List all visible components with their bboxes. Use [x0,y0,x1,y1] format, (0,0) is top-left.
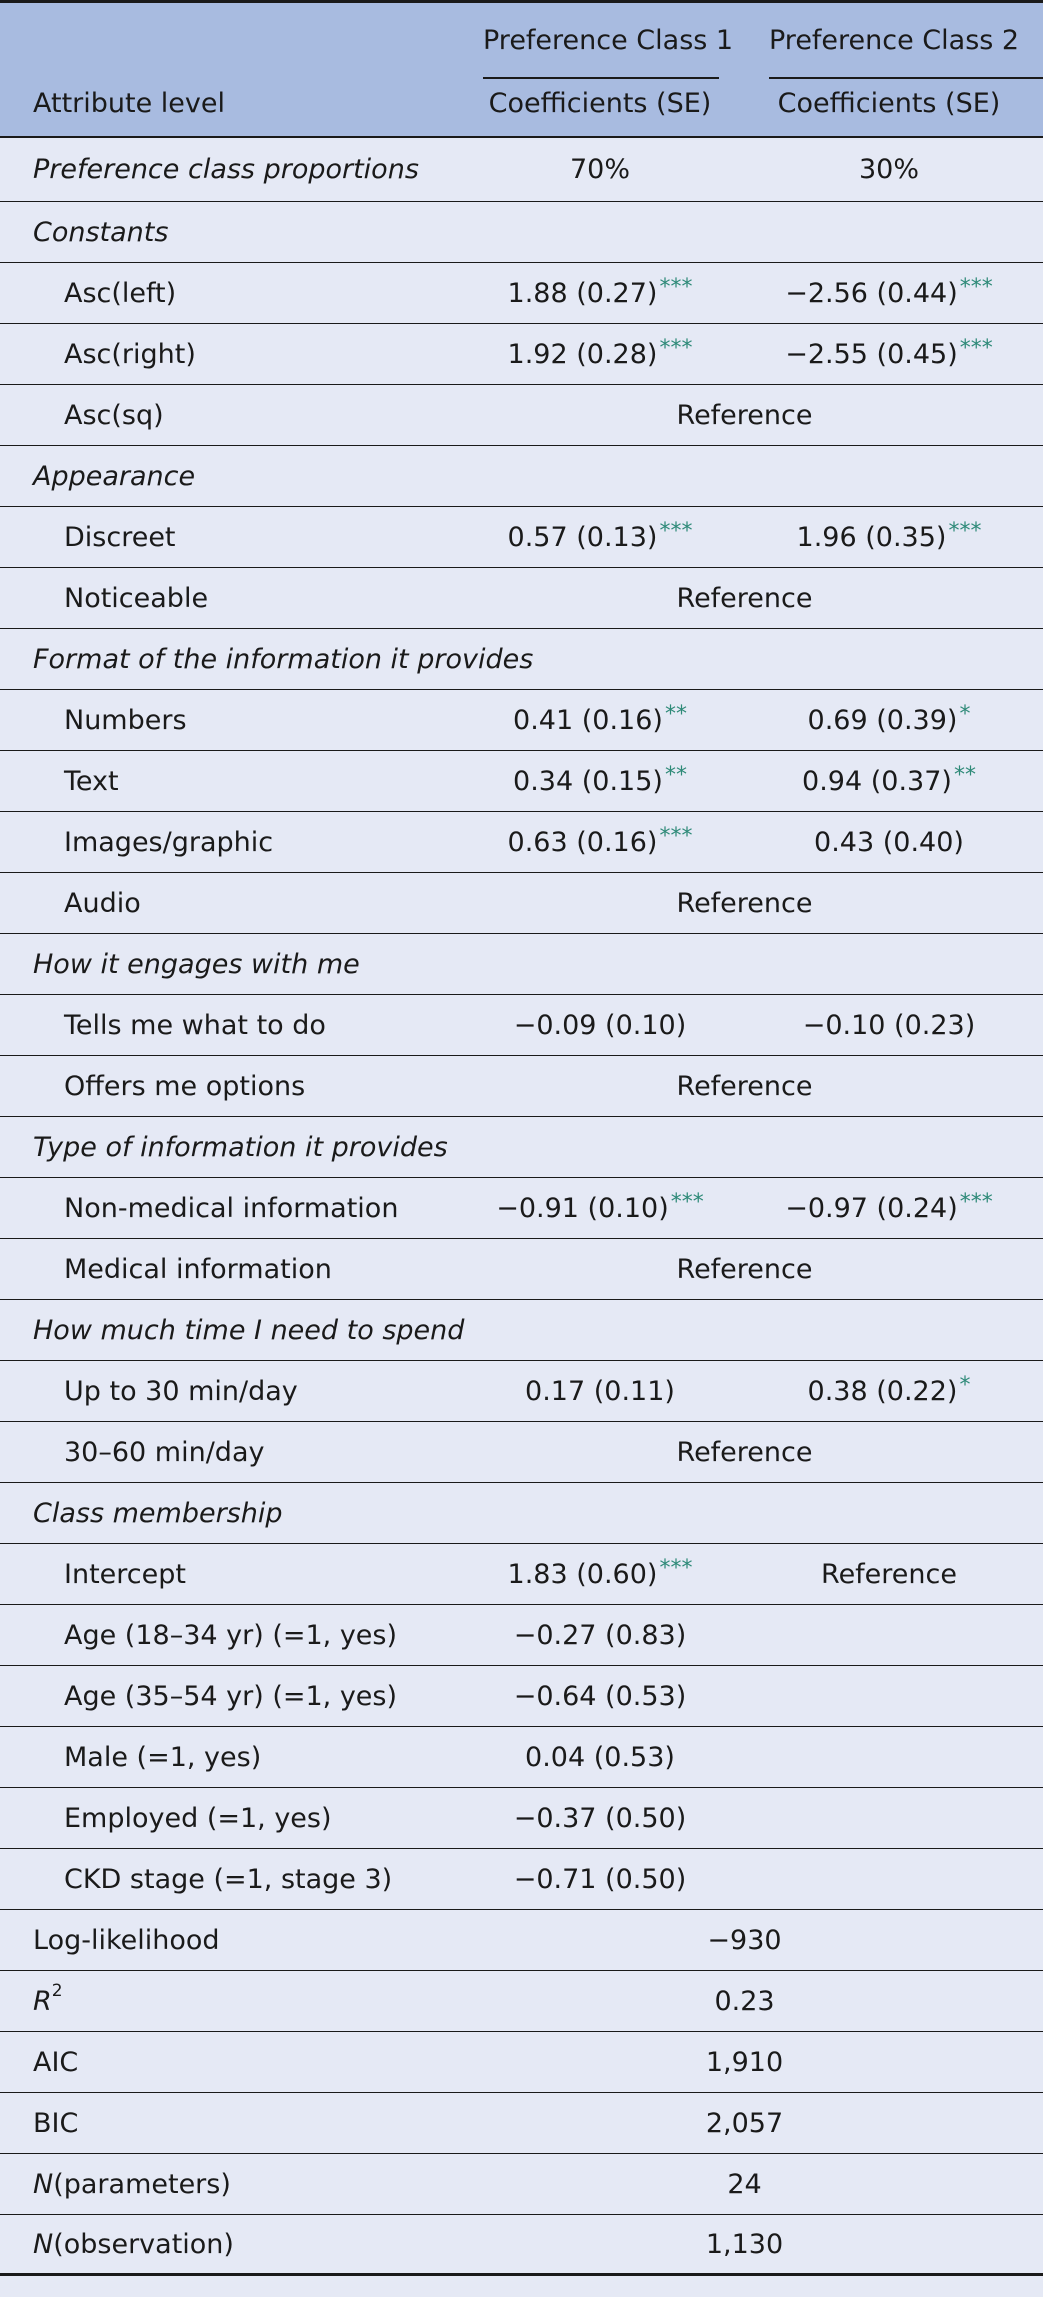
significance-stars: *** [659,274,693,300]
table-row [0,1056,1043,1117]
class1-title: Preference Class 1 [483,25,734,56]
significance-stars: *** [948,518,982,544]
class2-value: −0.10 (0.23) [802,1009,976,1041]
class2-cell [729,324,1043,384]
class1-value: 0.34 (0.15) [513,765,663,797]
class1-value: −0.91 (0.10) [496,1192,669,1224]
class1-value: 70% [569,154,630,185]
row-label: Asc(left) [64,277,177,309]
n-symbol: N [33,2168,54,2200]
row-label [33,2215,234,2273]
row-label: Audio [64,887,141,919]
row-label: Age (18–34 yr) (=1, yes) [64,1619,398,1651]
section-row [0,934,1043,995]
stat-value: 24 [727,2168,762,2200]
section-row [0,446,1043,507]
class1-cell [440,1178,760,1238]
row-label: Log-likelihood [33,1924,220,1956]
table-header [0,0,1043,138]
class2-cell [729,690,1043,750]
table-row [0,263,1043,324]
reference-value: Reference [676,887,813,919]
section-label: How it engages with me [33,948,360,980]
class1-value: 0.57 (0.13) [507,521,658,553]
row-label: 30–60 min/day [64,1436,265,1468]
class1-cell [440,1544,760,1604]
significance-stars: ** [664,701,687,727]
class1-value: −0.09 (0.10) [513,1009,687,1041]
table-row [0,1727,1043,1788]
table-row [0,1849,1043,1910]
table-row [0,1422,1043,1483]
section-row [0,1117,1043,1178]
row-label: Employed (=1, yes) [64,1802,332,1834]
section-row [0,1483,1043,1544]
stats-row [0,1910,1043,1971]
significance-stars: *** [959,335,993,361]
class1-value: 0.63 (0.16) [507,826,658,858]
table-row [0,1239,1043,1300]
significance-stars: *** [659,823,693,849]
section-label: Format of the information it provides [33,643,534,675]
class1-coefficients-header: Coefficients (SE) [488,88,712,119]
class2-value: −2.55 (0.45) [785,338,958,370]
row-label: Images/graphic [64,826,274,858]
superscript: 2 [51,1981,63,2001]
table-row [0,1605,1043,1666]
table-row [0,1178,1043,1239]
row-label: Preference class proportions [33,154,419,185]
class2-cell [729,1361,1043,1421]
class2-value: −2.56 (0.44) [785,277,958,309]
class2-value: 0.43 (0.40) [814,826,964,858]
significance-stars: ** [953,762,976,788]
significance-stars: ** [664,762,687,788]
attribute-level-header: Attribute level [33,88,226,119]
class1-value: 1.88 (0.27) [507,277,658,309]
stats-row [0,2032,1043,2093]
row-label: Male (=1, yes) [64,1741,262,1773]
significance-stars: *** [959,274,993,300]
class1-value: 0.41 (0.16) [513,704,663,736]
significance-stars: *** [670,1189,704,1215]
row-label: AIC [33,2046,79,2078]
significance-stars: *** [959,1189,993,1215]
class1-cell [440,507,760,567]
row-label: Numbers [64,704,187,736]
class2-value: 0.69 (0.39) [807,704,958,736]
row-label: Intercept [64,1558,186,1590]
stats-row [0,1971,1043,2032]
reference-value: Reference [676,1070,813,1102]
class1-value: 1.92 (0.28) [507,338,658,370]
class2-rule [769,77,1043,79]
stat-value: 1,910 [705,2046,784,2078]
table-row [0,1788,1043,1849]
significance-stars: *** [659,1555,693,1581]
section-row [0,629,1043,690]
class2-value: 30% [858,154,919,185]
table-row [0,385,1043,446]
class1-cell [440,812,760,872]
reference-value: Reference [676,399,813,431]
row-label: Age (35–54 yr) (=1, yes) [64,1680,398,1712]
table-row [0,507,1043,568]
n-symbol: N [33,2228,54,2260]
section-label: Appearance [33,460,196,492]
significance-stars: *** [659,335,693,361]
row-label: BIC [33,2107,79,2139]
section-label: Constants [33,216,169,248]
significance-stars: * [959,701,971,727]
table-row [0,1544,1043,1605]
class1-cell [440,751,760,811]
label-rest: (parameters) [53,2168,231,2200]
class2-value: Reference [821,1558,957,1590]
class1-value: −0.64 (0.53) [513,1680,687,1712]
row-label: Asc(sq) [64,399,164,431]
row-label: Medical information [64,1253,332,1285]
stat-value: 0.23 [714,1985,775,2017]
stats-row [0,2093,1043,2154]
table-row [0,751,1043,812]
class2-value: 0.94 (0.37) [802,765,952,797]
row-label: Noticeable [64,582,209,614]
class1-cell [440,690,760,750]
reference-value: Reference [676,582,813,614]
section-row [0,1300,1043,1361]
class1-value: 1.83 (0.60) [507,1558,658,1590]
significance-stars: *** [659,518,693,544]
class1-cell [440,263,760,323]
section-row [0,202,1043,263]
row-label: Non-medical information [64,1192,399,1224]
section-label: Type of information it provides [33,1131,448,1163]
row-label: Asc(right) [64,338,196,370]
class1-value: 0.17 (0.11) [525,1375,675,1407]
class1-rule [483,77,719,79]
table-row [0,568,1043,629]
reference-value: Reference [676,1253,813,1285]
row-label: Offers me options [64,1070,306,1102]
class1-value: 0.04 (0.53) [525,1741,675,1773]
class2-cell [729,1178,1043,1238]
reference-value: Reference [676,1436,813,1468]
stats-row [0,2215,1043,2276]
row-label: Discreet [64,521,176,553]
class2-cell [729,263,1043,323]
section-label: Class membership [33,1497,283,1529]
row-label: CKD stage (=1, stage 3) [64,1863,393,1895]
row-label: Tells me what to do [64,1009,326,1041]
table-row [0,1361,1043,1422]
row-label [33,2154,231,2214]
section-label: How much time I need to spend [33,1314,465,1346]
row-label [33,1971,63,2031]
stat-value: −930 [707,1924,782,1956]
significance-stars: * [959,1372,971,1398]
r-symbol: R [33,1985,52,2017]
class2-title: Preference Class 2 [769,25,1020,56]
table-row [0,1666,1043,1727]
table-row [0,873,1043,934]
label-rest: (observation) [53,2228,234,2260]
table-row [0,995,1043,1056]
row-label: Text [64,765,119,797]
row-label: Up to 30 min/day [64,1375,298,1407]
table-body [0,138,1043,2276]
class2-value: 1.96 (0.35) [796,521,947,553]
class2-value: 0.38 (0.22) [807,1375,958,1407]
table-row [0,690,1043,751]
stat-value: 1,130 [705,2228,784,2260]
stat-value: 2,057 [705,2107,784,2139]
stats-row [0,2154,1043,2215]
class1-cell [440,324,760,384]
class2-cell [729,751,1043,811]
class1-value: −0.71 (0.50) [513,1863,687,1895]
class1-value: −0.37 (0.50) [513,1802,687,1834]
class2-coefficients-header: Coefficients (SE) [777,88,1001,119]
table-row [0,138,1043,202]
class1-value: −0.27 (0.83) [513,1619,687,1651]
class2-cell [729,507,1043,567]
class2-value: −0.97 (0.24) [785,1192,958,1224]
table-row [0,812,1043,873]
table-row [0,324,1043,385]
